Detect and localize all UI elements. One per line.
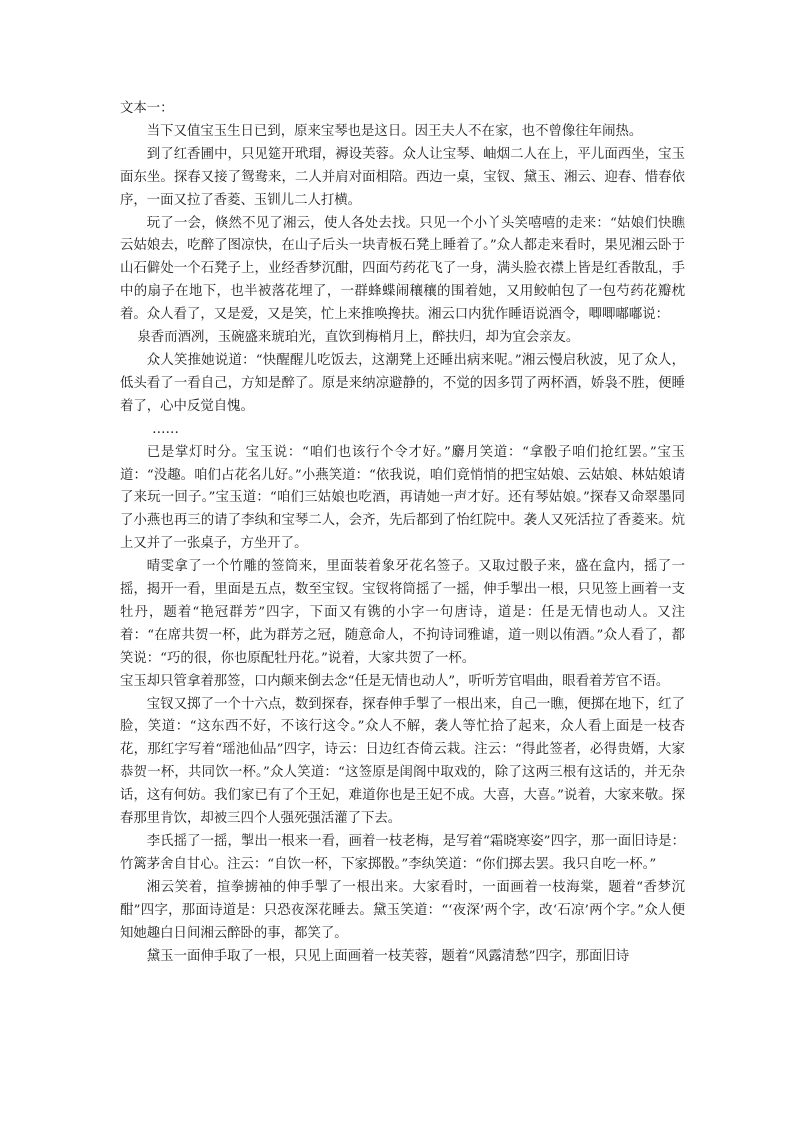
paragraph: 已是掌灯时分。宝玉说：“咱们也该行个令才好。”麝月笑道：“拿骰子咱们抢红罢。”宝玉道：“没趣。咱们占花名儿好。”小燕笑道：“依我说，咱们竟悄悄的把宝姑娘、云姑娘、林姑娘请了来玩一回子。”宝玉道：“咱们三姑娘也吃酒，再请她一声才好。还有琴姑娘。”探春又命翠墨同了小燕也再三的请了李纨和宝琴二人，会齐，先后都到了怡红院中。袭人又死活拉了香菱来。炕上又并了一张桌子，方坐开了。 [120,444,685,552]
paragraph: 李氏摇了一摇，掣出一根来一看，画着一枝老梅，是写着“霜晓寒姿”四字，那一面旧诗是：竹篱茅舍自甘心。注云：“自饮一杯，下家掷骰。”李纨笑道：“你们掷去罢。我只自吃一杯。” [120,834,685,872]
paragraph-noindent: 宝玉却只管拿着那签，口内颠来倒去念“任是无情也动人”，听听芳官唱曲，眼看着芳官不语。 [120,673,670,689]
poem-line: 泉香而酒冽，玉碗盛来琥珀光，直饮到梅梢月上，醉扶归，却为宜会亲友。 [137,330,580,346]
paragraph: 宝钗又掷了一个十六点，数到探春，探春伸手掣了一根出来，自己一瞧，便掷在地下，红了脸，笑道：“这东西不好，不该行这令。”众人不解，袭人等忙拾了起来，众人看上面是一枝杏花，那红字写着“瑶池仙品”四字，诗云：日边红杏倚云栽。注云：“得此签者，必得贵婿，大家恭贺一杯，共同饮一杯。”众人笑道：“这签原是闺阁中取戏的，除了这两三根有这话的，并无杂话，这有何妨。我们家已有了个王妃，难道你也是王妃不成。大喜，大喜。”说着，大家来敬。探春那里肯饮，却被三四个人强死强活灌了下去。 [120,696,685,827]
paragraph: 黛玉一面伸手取了一根，只见上面画着一枝芙蓉，题着“风露清愁”四字，那面旧诗 [146,948,630,964]
paragraph: 湘云笑着，揎拳掳袖的伸手掣了一根出来。大家看时，一面画着一枝海棠，题着“香梦沉酣”四字，那面诗道是：只恐夜深花睡去。黛玉笑道：“‘夜深’两个字，改‘石凉’两个字。”众人便知她趣白日间湘云醉卧的事，都笑了。 [120,879,685,941]
ellipsis: …… [152,421,179,437]
paragraph: 到了红香圃中，只见筵开玳瑁，褥设芙蓉。众人让宝琴、岫烟二人在上，平儿面西坐，宝玉面东坐。探春又接了鸳鸯来，二人并肩对面相陪。西边一桌，宝钗、黛玉、湘云、迎春、惜春依序，一面又拉了香菱、玉钏儿二人打横。 [120,146,685,208]
paragraph: 玩了一会，倏然不见了湘云，使人各处去找。只见一个小丫头笑嘻嘻的走来：“姑娘们快瞧云姑娘去，吃醉了图凉快，在山子后头一块青板石凳上睡着了。”众人都走来看时，果见湘云卧于山石僻处一个石凳子上，业经香梦沉酣，四面芍药花飞了一身，满头脸衣襟上皆是红香散乱，手中的扇子在地下，也半被落花埋了，一群蜂蝶闹穰穰的围着她，又用鲛帕包了一包芍药花瓣枕着。众人看了，又是爱，又是笑，忙上来推唤搀扶。湘云口内犹作睡语说酒令，唧唧嘟嘟说： [120,215,685,323]
section-label: 文本一： [120,101,174,116]
document-body [120,98,685,968]
paragraph: 晴雯拿了一个竹雕的签筒来，里面装着象牙花名签子。又取过骰子来，盛在盒内，摇了一摇，揭开一看，里面是五点，数至宝钗。宝钗将筒摇了一摇，伸手掣出一根，只见签上画着一支牡丹，题着“艳冠群芳”四字，下面又有镌的小字一句唐诗，道是：任是无情也动人。又注着：“在席共贺一杯，此为群芳之冠，随意命人，不拘诗词雅谑，道一则以侑酒。”众人看了，都笑说：“巧的很，你也原配牡丹花。”说着，大家共贺了一杯。 [120,559,685,666]
paragraph: 当下又值宝玉生日已到，原来宝琴也是这日。因王夫人不在家，也不曾像往年闹热。 [146,123,643,139]
paragraph: 众人笑推她说道：“快醒醒儿吃饭去，这潮凳上还睡出病来呢。”湘云慢启秋波，见了众人，低头看了一看自己，方知是醉了。原是来纳凉避静的，不觉的因多罚了两杯酒，娇袅不胜，便睡着了，心中反觉自愧。 [120,352,685,414]
